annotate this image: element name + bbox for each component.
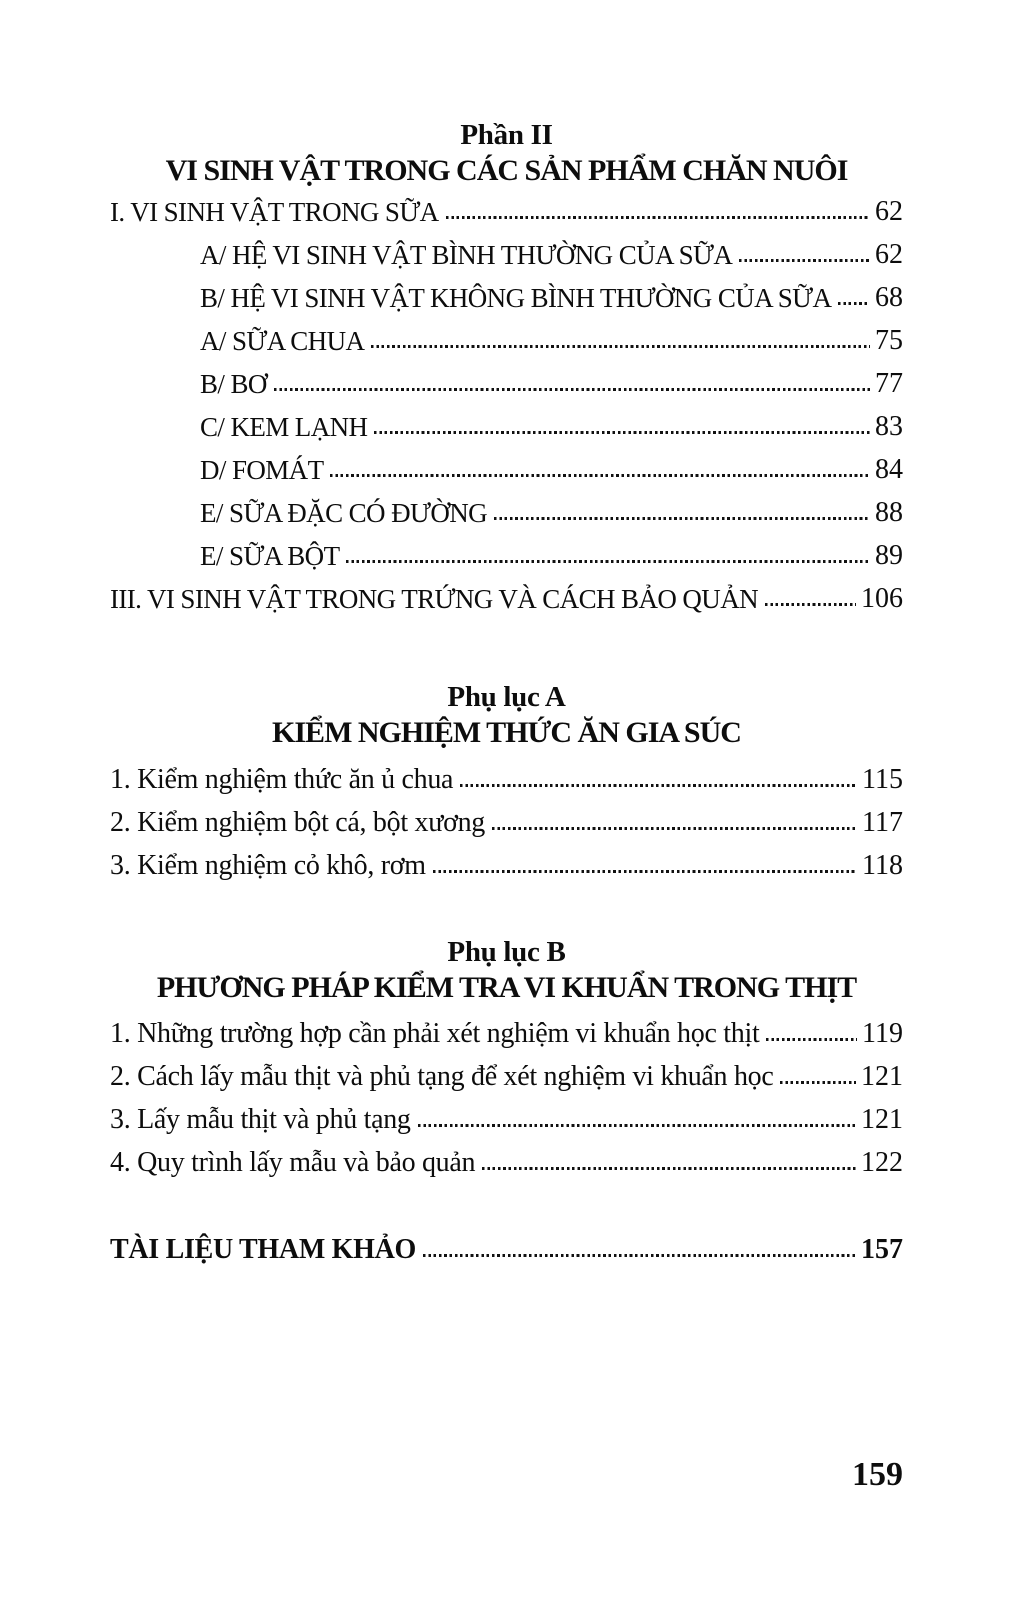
toc-entry-label: 2. Kiểm nghiệm bột cá, bột xương xyxy=(110,807,485,838)
toc-entry-label: I. VI SINH VẬT TRONG SỮA xyxy=(110,197,439,227)
dot-leader xyxy=(492,827,857,830)
dot-leader xyxy=(838,302,870,305)
toc-entry-label: E/ SỮA ĐẶC CÓ ĐƯỜNG xyxy=(200,498,488,528)
page-ref: 89 xyxy=(875,540,903,571)
toc-entry-label: E/ SỮA BỘT xyxy=(200,541,340,571)
toc-entry xyxy=(110,1010,903,1053)
toc-entry-label: 2. Cách lấy mẫu thịt và phủ tạng để xét nghiệm vi khuẩn học xyxy=(110,1061,774,1092)
section-heading-phan-2 xyxy=(110,118,903,188)
page-ref: 117 xyxy=(862,807,903,838)
dot-leader xyxy=(433,870,857,873)
page-ref: 115 xyxy=(862,764,903,795)
toc-entry xyxy=(110,1096,903,1139)
section-title-main: VI SINH VẬT TRONG CÁC SẢN PHẨM CHĂN NUÔI xyxy=(165,154,848,187)
toc-entry-label: 1. Kiểm nghiệm thức ăn ủ chua xyxy=(110,764,454,795)
section-title-top: Phụ lục B xyxy=(447,936,566,968)
toc-entry-label: D/ FOMÁT xyxy=(200,455,324,485)
section-title-top: Phụ lục A xyxy=(447,681,566,713)
toc-entry xyxy=(110,756,903,799)
section-title-main: PHƯƠNG PHÁP KIỂM TRA VI KHUẨN TRONG THỊT xyxy=(156,971,857,1004)
section-title-main: KIỂM NGHIỆM THỨC ĂN GIA SÚC xyxy=(272,716,741,749)
page-ref: 84 xyxy=(875,454,903,485)
toc-entry xyxy=(110,317,903,360)
dot-leader xyxy=(274,388,870,391)
toc-entry-label: 3. Lấy mẫu thịt và phủ tạng xyxy=(110,1104,411,1135)
toc-entry xyxy=(110,1053,903,1096)
toc-entry xyxy=(110,403,903,446)
toc-entry-label: A/ SỮA CHUA xyxy=(200,326,365,356)
toc-entry xyxy=(110,575,903,618)
toc-entry xyxy=(110,188,903,231)
section-heading-phu-luc-a xyxy=(110,680,903,750)
toc-entry-label: 1. Những trường hợp cần phải xét nghiệm vi khuẩn học thịt xyxy=(110,1018,760,1049)
toc-entry xyxy=(110,231,903,274)
toc-entry xyxy=(110,446,903,489)
toc-entries-section-3 xyxy=(110,1010,903,1182)
page-ref: 62 xyxy=(875,196,903,227)
dot-leader xyxy=(460,784,857,787)
page-ref: 75 xyxy=(875,325,903,356)
page-ref: 118 xyxy=(862,850,903,881)
dot-leader xyxy=(374,431,870,434)
dot-leader xyxy=(766,1038,857,1041)
folio-page-number: 159 xyxy=(852,1456,903,1493)
dot-leader xyxy=(780,1081,856,1084)
dot-leader xyxy=(446,216,870,219)
toc-entry-label: C/ KEM LẠNH xyxy=(200,412,368,442)
page-ref: 77 xyxy=(875,368,903,399)
dot-leader xyxy=(423,1254,856,1257)
toc-entry-label: B/ HỆ VI SINH VẬT KHÔNG BÌNH THƯỜNG CỦA SỮA xyxy=(200,283,832,313)
dot-leader xyxy=(765,603,856,606)
page-ref: 119 xyxy=(862,1018,903,1049)
toc-entry-label: 4. Quy trình lấy mẫu và bảo quản xyxy=(110,1147,476,1178)
toc-entry xyxy=(110,799,903,842)
page-ref: 122 xyxy=(861,1147,903,1178)
page-ref: 62 xyxy=(875,239,903,270)
section-heading-phu-luc-b xyxy=(110,935,903,1005)
toc-entry xyxy=(110,489,903,532)
page-ref: 83 xyxy=(875,411,903,442)
toc-entry-references xyxy=(110,1226,903,1269)
toc-entry-label: 3. Kiểm nghiệm cỏ khô, rơm xyxy=(110,850,426,881)
toc-entry-label: III. VI SINH VẬT TRONG TRỨNG VÀ CÁCH BẢO QUẢN xyxy=(110,584,758,614)
toc-entry xyxy=(110,532,903,575)
dot-leader xyxy=(482,1167,856,1170)
page-ref: 157 xyxy=(861,1234,903,1265)
toc-entry xyxy=(110,274,903,317)
dot-leader xyxy=(739,259,870,262)
dot-leader xyxy=(371,345,870,348)
dot-leader xyxy=(346,560,870,563)
toc-entry-label: B/ BƠ xyxy=(200,369,267,399)
page-ref: 106 xyxy=(861,583,903,614)
page-ref: 88 xyxy=(875,497,903,528)
dot-leader xyxy=(418,1124,856,1127)
page-ref: 121 xyxy=(861,1104,903,1135)
section-title-top: Phần II xyxy=(460,119,553,151)
toc-entries-section-2 xyxy=(110,756,903,885)
toc-content xyxy=(110,0,903,1269)
toc-entry xyxy=(110,842,903,885)
toc-entry xyxy=(110,1139,903,1182)
page-ref: 68 xyxy=(875,282,903,313)
toc-entry-label: A/ HỆ VI SINH VẬT BÌNH THƯỜNG CỦA SỮA xyxy=(200,240,733,270)
toc-entry xyxy=(110,360,903,403)
toc-entry-label: TÀI LIỆU THAM KHẢO xyxy=(110,1234,417,1265)
dot-leader xyxy=(330,474,870,477)
toc-entries-section-1 xyxy=(110,188,903,618)
dot-leader xyxy=(494,517,870,520)
page-ref: 121 xyxy=(861,1061,903,1092)
